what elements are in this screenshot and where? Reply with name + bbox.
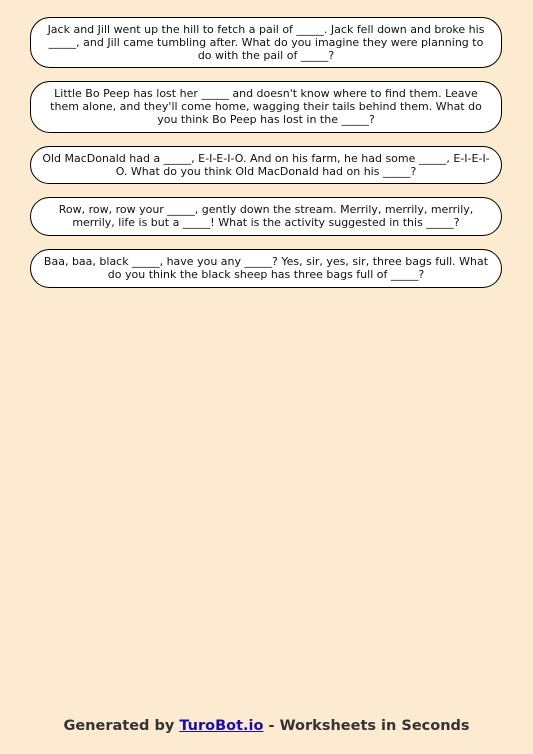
question-card-1: Jack and Jill went up the hill to fetch a pail of _____. Jack fell down and broke his _____, and Jill came tumbling after. What do you imagine they were planning to do with the pail of _____?	[30, 17, 502, 68]
question-card-3: Old MacDonald had a _____, E-I-E-I-O. And on his farm, he had some _____, E-I-E-I-O. What do you think Old MacDonald had on his _____?	[30, 146, 502, 185]
question-card-2: Little Bo Peep has lost her _____ and doesn't know where to find them. Leave them alone, and they'll come home, wagging their tails behind them. What do you think Bo Peep has lost in the _____?	[30, 81, 502, 132]
footer	[0, 718, 533, 734]
question-card-5: Baa, baa, black _____, have you any _____? Yes, sir, yes, sir, three bags full. What do you think the black sheep has three bags full of _____?	[30, 249, 502, 288]
question-list	[30, 17, 502, 301]
question-card-4: Row, row, row your _____, gently down the stream. Merrily, merrily, merrily, merrily, life is but a _____! What is the activity suggested in this _____?	[30, 197, 502, 236]
footer-prefix: Generated by	[63, 718, 180, 734]
footer-suffix: - Worksheets in Seconds	[263, 718, 470, 734]
turobot-link[interactable]: TuroBot.io	[179, 718, 264, 734]
